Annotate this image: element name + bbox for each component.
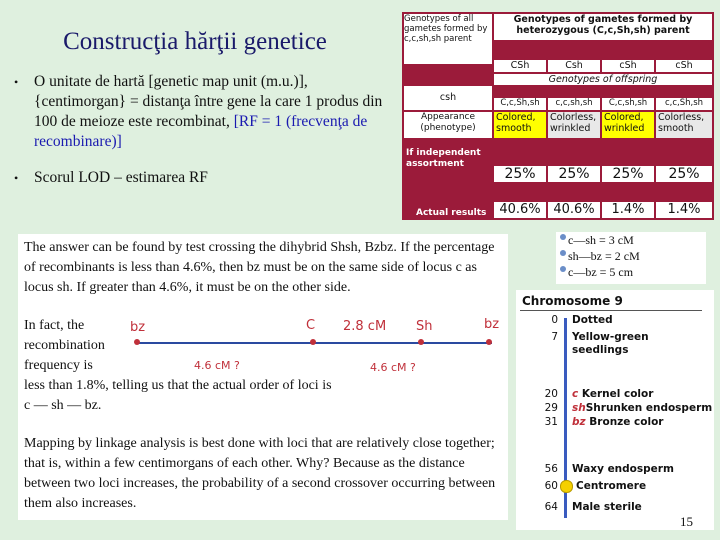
page-number: 15 — [680, 514, 693, 529]
corner-header: Genotypes of all gametes formed by c,c,sh,sh parent — [404, 14, 492, 64]
chromosome-map — [516, 290, 714, 530]
phenotype-cell: Colored, wrinkled — [602, 112, 654, 138]
locus-bz-left: bz — [130, 320, 146, 335]
gene-symbol: sh — [572, 402, 586, 414]
marker-label: Bronze color — [589, 416, 664, 428]
marker-position: 56 — [544, 463, 558, 475]
marker-label: Dotted — [572, 314, 613, 326]
parent-gamete: Csh — [548, 60, 600, 72]
gamete-table — [402, 12, 714, 220]
marker-label: Waxy endosperm — [572, 463, 674, 475]
paragraph-line: frequency is — [24, 358, 93, 373]
phenotype-cell: Colored, smooth — [494, 112, 546, 138]
marker-label: Shrunken endosperm — [585, 402, 713, 414]
marker-position: 60 — [544, 480, 558, 492]
bullet-dot-icon — [560, 234, 566, 240]
marker-position: 0 — [551, 314, 558, 326]
locus-marker-bz-right — [486, 339, 492, 345]
centromere-icon — [560, 480, 573, 493]
marker-label: Centromere — [576, 480, 647, 492]
row-gamete: csh — [404, 86, 492, 110]
paragraph-line: c — sh — bz. — [24, 398, 102, 413]
locus-bz-right: bz — [484, 317, 500, 332]
bullet-dot-icon — [560, 250, 566, 256]
slide-title: Construcţia hărţii genetice — [63, 28, 327, 55]
offspring-genotype: c,c,Sh,sh — [656, 98, 712, 110]
phenotype-cell: Colorless, wrinkled — [548, 112, 600, 138]
locus-sh: Sh — [416, 319, 433, 334]
top-header: Genotypes of gametes formed by heterozygous (C,c,Sh,sh) parent — [494, 14, 712, 40]
marker-position: 29 — [544, 402, 558, 414]
paragraph-line: In fact, the — [24, 318, 85, 333]
actual-value: 1.4% — [602, 202, 654, 218]
paragraph-test-cross: The answer can be found by test crossing the dihybrid Shsh, Bzbz. If the percentage of recombinants is less than 4.6%, then bz must be on the same side of locus c as locus sh. If greater than 4.6%, it must be on the other side. — [24, 240, 495, 295]
actual-value: 1.4% — [656, 202, 712, 218]
independent-value: 25% — [494, 166, 546, 182]
offspring-genotype: C,c,sh,sh — [602, 98, 654, 110]
parent-gamete: CSh — [494, 60, 546, 72]
parent-gamete: cSh — [602, 60, 654, 72]
marker-position: 7 — [551, 331, 558, 343]
phenotype-cell: Colorless, smooth — [656, 112, 712, 138]
explanation-panel — [18, 234, 508, 520]
actual-value: 40.6% — [494, 202, 546, 218]
paragraph-line: less than 1.8%, telling us that the actual order of loci is — [24, 378, 332, 393]
locus-marker-sh — [418, 339, 424, 345]
marker-position: 20 — [544, 388, 558, 400]
marker-label: Kernel color — [581, 388, 654, 400]
marker-label: Male sterile — [572, 501, 642, 513]
actual-value: 40.6% — [548, 202, 600, 218]
bullet-text: Scorul LOD – estimarea RF — [34, 169, 208, 186]
distance-line: c—bz = 5 cm — [568, 265, 634, 279]
offspring-genotype: c,c,sh,sh — [548, 98, 600, 110]
chromosome-title: Chromosome 9 — [522, 294, 623, 308]
independent-value: 25% — [548, 166, 600, 182]
parent-gamete: cSh — [656, 60, 712, 72]
distance-line: c—sh = 3 cM — [568, 233, 634, 247]
marker-label: Yellow-green seedlings — [572, 331, 649, 356]
bullet-text: O unitate de hartă [genetic map unit (m.u.)], {centimorgan} = distanţa între gene la care 1 produs din 100 de meioze este recombinat, — [34, 73, 383, 130]
divider — [520, 310, 702, 311]
bullet-rf-text: [RF = 1 (frecvenţa de recombinare)] — [34, 113, 368, 150]
offspring-genotype: C,c,Sh,sh — [494, 98, 546, 110]
distance-line: sh—bz = 2 cM — [568, 249, 640, 263]
locus-marker-c — [310, 339, 316, 345]
offspring-label: Genotypes of offspring — [494, 74, 712, 85]
independent-label: If independent assortment — [406, 148, 481, 169]
appearance-label: Appearance (phenotype) — [404, 112, 492, 138]
distance-left-unknown: 4.6 cM ? — [194, 359, 240, 372]
distance-c-sh: 2.8 cM — [343, 319, 387, 334]
locus-marker-bz-left — [134, 339, 140, 345]
marker-position: 64 — [544, 501, 558, 513]
distance-summary — [556, 232, 706, 284]
actual-label: Actual results — [416, 208, 487, 218]
gene-symbol: bz — [572, 416, 586, 428]
bullet-marker: • — [14, 171, 19, 185]
marker-position: 31 — [544, 416, 558, 428]
paragraph-linkage-mapping: Mapping by linkage analysis is best done with loci that are relatively close together; that is, within a few centimorgans of each other. Why? Because as the distance between two loci increases, the probability of a second crossover occurring between them also increases. — [24, 436, 496, 511]
distance-right-unknown: 4.6 cM ? — [370, 361, 416, 374]
bullet-marker: • — [14, 75, 19, 89]
bullet-dot-icon — [560, 266, 566, 272]
gene-symbol: c — [572, 388, 579, 400]
independent-value: 25% — [656, 166, 712, 182]
paragraph-line: recombination — [24, 338, 105, 353]
independent-value: 25% — [602, 166, 654, 182]
locus-c: C — [306, 318, 316, 333]
